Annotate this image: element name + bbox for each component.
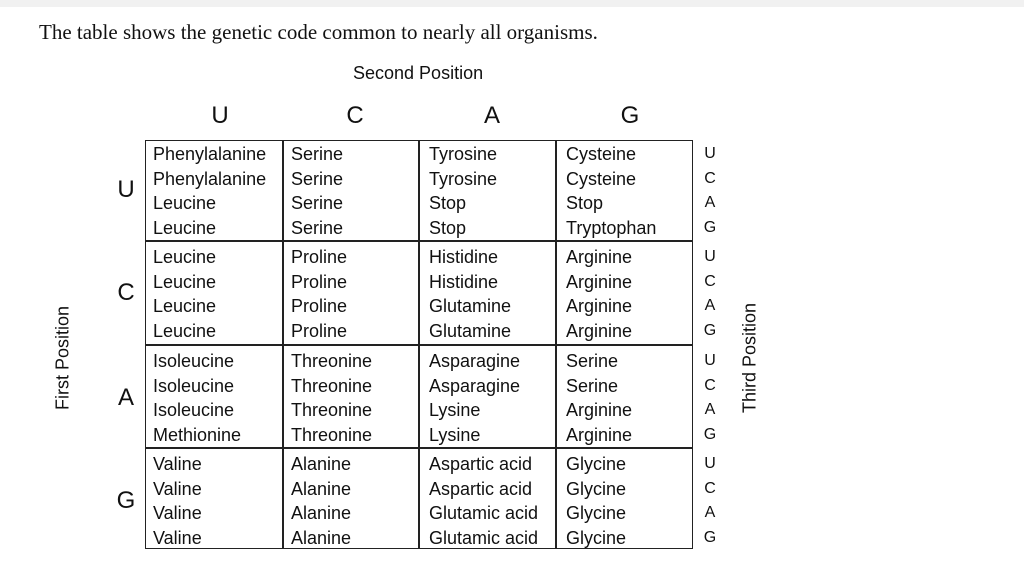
amino-acid-text: Valine: [153, 503, 202, 523]
amino-acid-text: Glycine: [566, 478, 627, 499]
codon-cell: [566, 349, 632, 447]
codon-cell: [153, 245, 216, 343]
third-base-letter: G: [703, 218, 717, 236]
amino-acid-text: Glutamic acid: [429, 527, 539, 548]
amino-acid-text: Proline: [291, 271, 348, 292]
amino-acid-text: Leucine: [153, 271, 217, 292]
amino-acid-text: Stop: [429, 217, 467, 238]
amino-acid-text: Asparagine: [429, 375, 521, 396]
amino-acid-text: Glycine: [566, 454, 627, 474]
codon-cell: [429, 349, 520, 447]
amino-acid-text: Leucine: [153, 296, 217, 316]
third-base-letter: U: [704, 352, 716, 369]
codon-cell: [291, 349, 372, 447]
amino-acid-text: Phenylalanine: [153, 168, 267, 189]
third-base-letter: G: [703, 528, 717, 546]
row-divider: [146, 344, 692, 346]
amino-acid-text: Histidine: [429, 247, 499, 267]
first-position-label: First Position: [52, 305, 73, 411]
third-base-letter: C: [704, 169, 716, 187]
intro-text: The table shows the genetic code common to nearly all organisms.: [39, 20, 598, 44]
amino-acid-text: Lysine: [429, 424, 481, 445]
amino-acid-text: Leucine: [153, 193, 217, 213]
amino-acid-text: Threonine: [291, 351, 373, 371]
amino-acid-text: Arginine: [566, 247, 633, 267]
third-base-letter: U: [704, 248, 716, 265]
amino-acid-text: Valine: [153, 478, 202, 499]
row-divider: [146, 240, 692, 242]
codon-cell: [429, 245, 511, 343]
amino-acid-text: Arginine: [566, 271, 633, 292]
amino-acid-text: Cysteine: [566, 144, 637, 164]
amino-acid-text: Methionine: [153, 424, 242, 445]
third-base-letter: G: [703, 321, 717, 339]
third-base-letter: A: [704, 504, 716, 521]
amino-acid-text: Serine: [291, 217, 344, 238]
amino-acid-text: Arginine: [566, 400, 633, 420]
third-base-letter: C: [704, 376, 716, 394]
amino-acid-text: Glutamine: [429, 320, 512, 341]
row-divider: [146, 447, 692, 449]
amino-acid-text: Serine: [291, 144, 344, 164]
amino-acid-text: Proline: [291, 296, 348, 316]
amino-acid-text: Proline: [291, 247, 348, 267]
codon-cell: [566, 452, 626, 550]
amino-acid-text: Leucine: [153, 320, 217, 341]
amino-acid-text: Tyrosine: [429, 144, 498, 164]
first-base-a: A: [117, 384, 134, 411]
amino-acid-text: Isoleucine: [153, 351, 235, 371]
amino-acid-text: Alanine: [291, 454, 352, 474]
first-base-g: G: [116, 487, 136, 514]
third-position-label: Third Position: [739, 302, 760, 414]
third-base-letter: U: [704, 455, 716, 472]
amino-acid-text: Serine: [566, 351, 619, 371]
second-base-u: U: [211, 102, 229, 129]
first-base-c: C: [117, 279, 135, 306]
third-base-letter: A: [704, 194, 716, 211]
codon-cell: [153, 349, 241, 447]
amino-acid-text: Alanine: [291, 527, 352, 548]
amino-acid-text: Serine: [566, 375, 619, 396]
amino-acid-text: Serine: [291, 168, 344, 189]
amino-acid-text: Valine: [153, 454, 202, 474]
amino-acid-text: Alanine: [291, 503, 352, 523]
codon-cell: [153, 452, 202, 550]
amino-acid-text: Glycine: [566, 527, 627, 548]
amino-acid-text: Isoleucine: [153, 375, 235, 396]
codon-cell: [153, 142, 266, 240]
codon-cell: [291, 142, 343, 240]
codon-cell: [566, 142, 656, 240]
amino-acid-text: Asparagine: [429, 351, 521, 371]
amino-acid-text: Glycine: [566, 503, 627, 523]
amino-acid-text: Threonine: [291, 400, 373, 420]
amino-acid-text: Arginine: [566, 424, 633, 445]
second-position-label: Second Position: [353, 63, 484, 83]
codon-cell: [429, 452, 538, 550]
amino-acid-text: Aspartic acid: [429, 478, 533, 499]
amino-acid-text: Stop: [566, 193, 604, 213]
third-base-letter: A: [704, 297, 716, 314]
second-base-a: A: [483, 102, 500, 129]
codon-cell: [429, 142, 497, 240]
amino-acid-text: Threonine: [291, 424, 373, 445]
amino-acid-text: Serine: [291, 193, 344, 213]
amino-acid-text: Alanine: [291, 478, 352, 499]
amino-acid-text: Lysine: [429, 400, 481, 420]
amino-acid-text: Aspartic acid: [429, 454, 533, 474]
second-base-g: G: [620, 102, 640, 129]
amino-acid-text: Histidine: [429, 271, 499, 292]
amino-acid-text: Tyrosine: [429, 168, 498, 189]
amino-acid-text: Proline: [291, 320, 348, 341]
amino-acid-text: Stop: [429, 193, 467, 213]
amino-acid-text: Valine: [153, 527, 202, 548]
third-base-letter: C: [704, 272, 716, 290]
top-border: [0, 0, 1024, 7]
third-base-letter: C: [704, 479, 716, 497]
amino-acid-text: Isoleucine: [153, 400, 235, 420]
amino-acid-text: Leucine: [153, 247, 217, 267]
amino-acid-text: Arginine: [566, 320, 633, 341]
codon-cell: [566, 245, 632, 343]
third-base-letter: G: [703, 425, 717, 443]
first-base-u: U: [117, 176, 135, 203]
second-base-c: C: [346, 102, 364, 129]
third-base-letter: U: [704, 145, 716, 162]
amino-acid-text: Threonine: [291, 375, 373, 396]
amino-acid-text: Glutamine: [429, 296, 512, 316]
amino-acid-text: Arginine: [566, 296, 633, 316]
amino-acid-text: Tryptophan: [566, 217, 657, 238]
third-base-letter: A: [704, 401, 716, 418]
amino-acid-text: Glutamic acid: [429, 503, 539, 523]
codon-cell: [291, 245, 347, 343]
amino-acid-text: Cysteine: [566, 168, 637, 189]
amino-acid-text: Leucine: [153, 217, 217, 238]
amino-acid-text: Phenylalanine: [153, 144, 267, 164]
codon-cell: [291, 452, 351, 550]
